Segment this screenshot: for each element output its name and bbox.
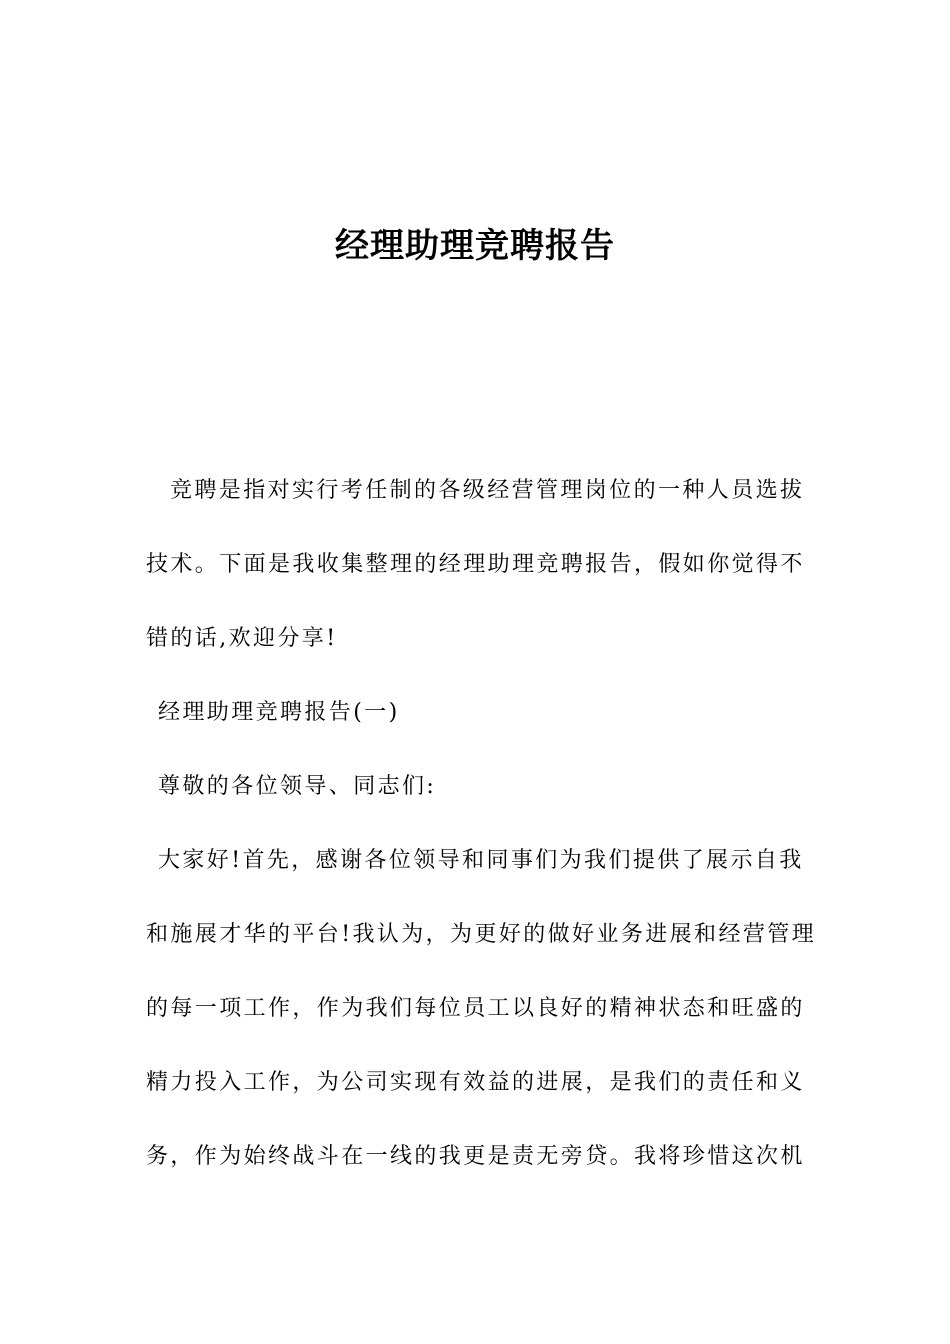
paragraph-line: 务，作为始终战斗在一线的我更是责无旁贷。我将珍惜这次机 xyxy=(146,1144,805,1169)
paragraph-line: 技术。下面是我收集整理的经理助理竞聘报告，假如你觉得不 xyxy=(146,552,805,577)
document-body xyxy=(146,454,817,1194)
paragraph-line: 和施展才华的平台!我认为，为更好的做好业务进展和经营管理 xyxy=(146,922,817,947)
paragraph-line: 大家好!首先，感谢各位领导和同事们为我们提供了展示自我 xyxy=(158,848,804,873)
paragraph-line: 精力投入工作，为公司实现有效益的进展，是我们的责任和义 xyxy=(146,1070,805,1095)
section-heading: 经理助理竞聘报告(一) xyxy=(158,700,400,725)
paragraph-line: 的每一项工作，作为我们每位员工以良好的精神状态和旺盛的 xyxy=(146,996,805,1021)
paragraph-line: 错的话,欢迎分享! xyxy=(146,626,338,651)
paragraph-line: 竞聘是指对实行考任制的各级经营管理岗位的一种人员选拔 xyxy=(170,478,805,503)
salutation: 尊敬的各位领导、同志们: xyxy=(158,774,437,799)
document-title: 经理助理竞聘报告 xyxy=(335,226,615,266)
